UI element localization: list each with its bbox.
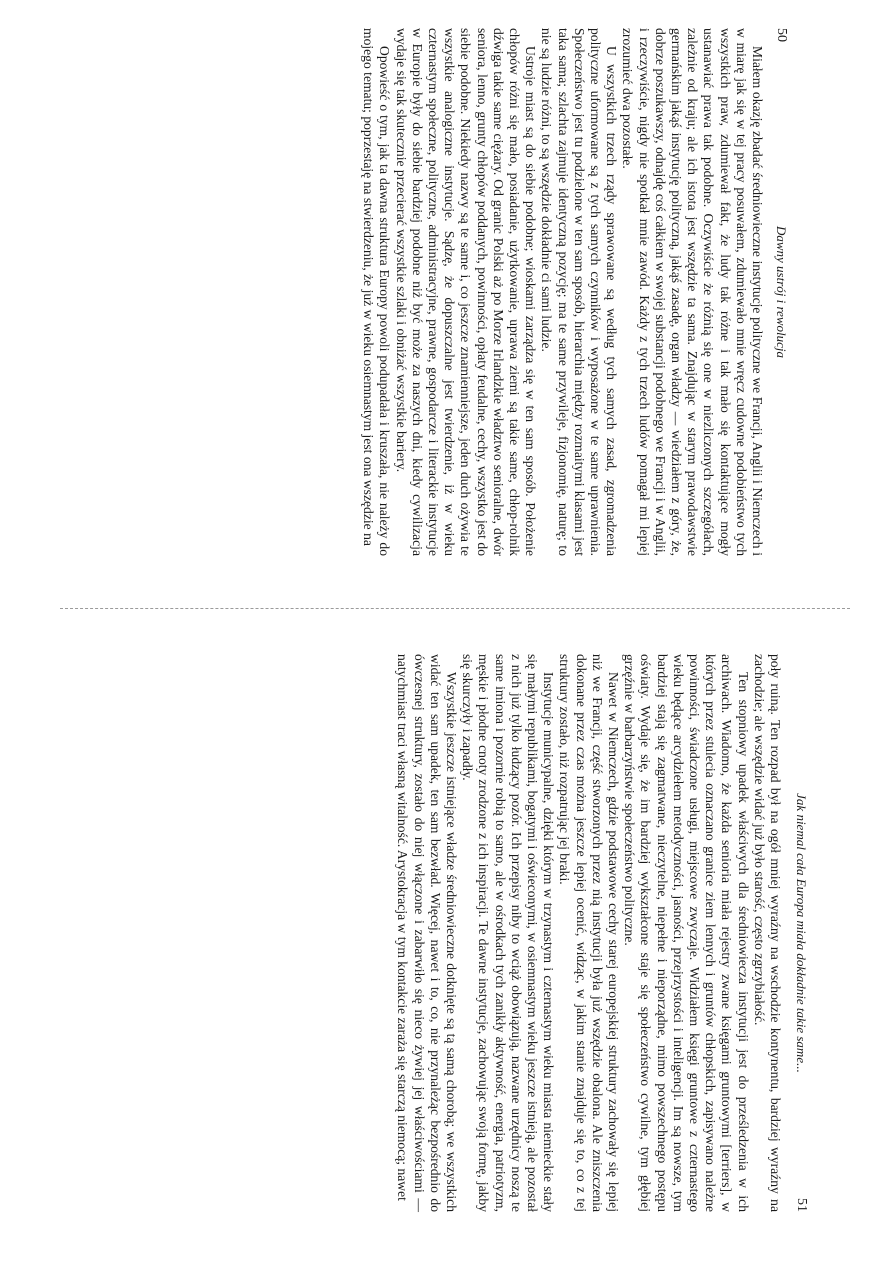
- paragraph: Ten stopniowy upadek właściwych dla średniowiecza instytucji jest do prześledzenia w ich archiwach. Wiadomo, że każda senioria miała rejestry zwane księgami gruntowymi [terriers], w których przez stulecia oznaczano granice ziem lennych i gruntów chłopskich, zapisywano należne powinności, świadczone usługi, miejscowe zwyczaje. Widziałem księgi gruntowe z czternastego wieku będące arcydziełem metodyczności, jasności, przejrzystości i inteligencji. Im są nowsze, tym bardziej stają się zagmatwane, nieczytelne, niepełne i nieporządne, mimo powszechnego postępu oświaty. Wydaje się, że im bardziej wykształcone staje się społeczeństwo cywilne, tym głębiej grzęźnie w barbarzyństwie społeczeństwo polityczne.: [622, 654, 751, 1212]
- paragraph: Wszystkie jeszcze istniejące władze średniowieczne dotknięte są tą samą chorobą; we wszystkich widać ten sam upadek, ten sam bezwład. Więcej, nawet i to, co, nie przynależąc bezpośrednio do ówczesnej struktury, zostało do niej włączone i zabarwiło się nieco żywiej jej właściwościami — natychmiast traci własną witalność. Arystokracja w tym kontakcie zaraża się starczą niemocą; nawet: [395, 654, 459, 1212]
- running-head-title: Jak niemal cała Europa miała dokładnie takie same...: [794, 793, 809, 1073]
- paragraph: poły ruiną. Ten rozpad był na ogół mniej wyraźny na wschodzie kontynentu, bardziej wyraźny na zachodzie; ale wszędzie widać już było starość, często zgrzybiałość.: [751, 654, 783, 1212]
- page-fold-divider: [60, 608, 850, 609]
- paragraph: Nawet w Niemczech, gdzie podstawowe cechy starej europejskiej struktury zachowały się lepiej niż we Francji, część stworzonych przez nią instytucji była już wszędzie obalona. Ale zniszczenia dokonane przez czas można jeszcze lepiej ocenić, widząc, w jakim stanie znajduje się to, co z tej struktury zostało, niż rozpatrując jej braki.: [557, 654, 621, 1212]
- page-number: 50: [774, 28, 789, 42]
- page-body-text: [394, 654, 783, 1212]
- running-header: [773, 28, 789, 556]
- paragraph: Opowieść o tym, jak ta dawna struktura Europy powoli podupadała i kruszała, nie należy do mojego tematu; poprzestaję na stwierdzeniu, że już w wieku osiemnastym jest ona wszędzie na: [361, 28, 393, 556]
- running-header: [793, 654, 809, 1212]
- book-page-left: [0, 0, 893, 590]
- paragraph: Instytucje municypalne, dzięki którym w trzynastym i czternastym wieku miasta niemieckie stały się małymi republikami, bogatymi i oświeconymi, w osiemnastym wieku jeszcze istnieją, ale pozostał z nich już tylko łudzący pozór. Ich przepisy niby to wciąż obowiązują, nazwane urzędnicy noszą te same imiona i pozornie robią to samo, ale w ośrodkach tych zanikły aktywność, energia, patriotyzm, męskie i płodne cnoty zrodzone z ich inspiracji. Te dawne instytucje, zachowując swoją formę, jakby się skurczyły i zapadły.: [460, 654, 557, 1212]
- page-number: 51: [794, 1198, 809, 1212]
- book-page-right: [0, 632, 893, 1252]
- page-body-text: [360, 28, 765, 556]
- running-head-title: Dawny ustrój i rewolucja: [774, 225, 789, 359]
- paragraph: Miałem okazję zbadać średniowieczne instytucje polityczne we Francji, Anglii i Niemczech i w miarę jak się w tej pracy posuwałem, zdumiewało mnie wręcz cudowne podobieństwo tych wszystkich praw, zdumiewał fakt, że ludy tak różne i tak mało się kontaktujące mogły ustanawiać prawa tak podobne. Oczywiście że różnią się one w niezliczonych szczegółach, zależnie od kraju; ale ich istota jest wszędzie ta sama. Znajdując w starym prawodawstwie germańskim jakąś instytucję polityczną, jakąś zasadę, organ władzy — wiedziałem z góry, że, dobrze poszukawszy, odnajdę coś całkiem w swojej substancji podobnego we Francji i w Anglii, i rzeczywiście, nigdy nie spotkał mnie zawód. Każdy z tych trzech ludów pomagał mi lepiej zrozumieć dwa pozostałe.: [620, 28, 765, 556]
- paragraph: Ustroje miast są do siebie podobne; wioskami zarządza się w ten sam sposób. Położenie chłopów różni się mało, posiadanie, użytkowanie, uprawa ziemi są takie same, chłop-rolnik dźwiga takie same ciężary. Od granic Polski aż po Morze Irlandzkie władztwo senioralne, dwór seniora, lenno, grunty chłopów poddanych, powinności, opłaty feudalne, cechy, wszystko jest do siebie podobne. Niekiedy nazwy są te same i, co jeszcze znamienniejsze, jeden duch ożywia te wszystkie analogiczne instytucje. Sądzę, że dopuszczalne jest twierdzenie, iż w wieku czternastym społeczne, polityczne, administracyjne, prawne, gospodarcze i literackie instytucje w Europie były do siebie bardziej podobne niż być może za naszych dni, kiedy cywilizacja wydaje się tak skutecznie przecierać wszystkie szlaki i obniżać wszystkie bariery.: [393, 28, 539, 556]
- paragraph: U wszystkich trzech rządy sprawowane są według tych samych zasad, zgromadzenia polityczne uformowane są z tych samych czynników i wyposażone w te same uprawnienia. Społeczeństwo jest tu podzielone w ten sam sposób, hierarchia między rozmaitymi klasami jest taka sama; szlachta zajmuje identyczną pozycję; ma te same przywileje, fizjonomię, naturę; to nie są ludzie różni, to są wszędzie dokładnie ci sami ludzie.: [539, 28, 620, 556]
